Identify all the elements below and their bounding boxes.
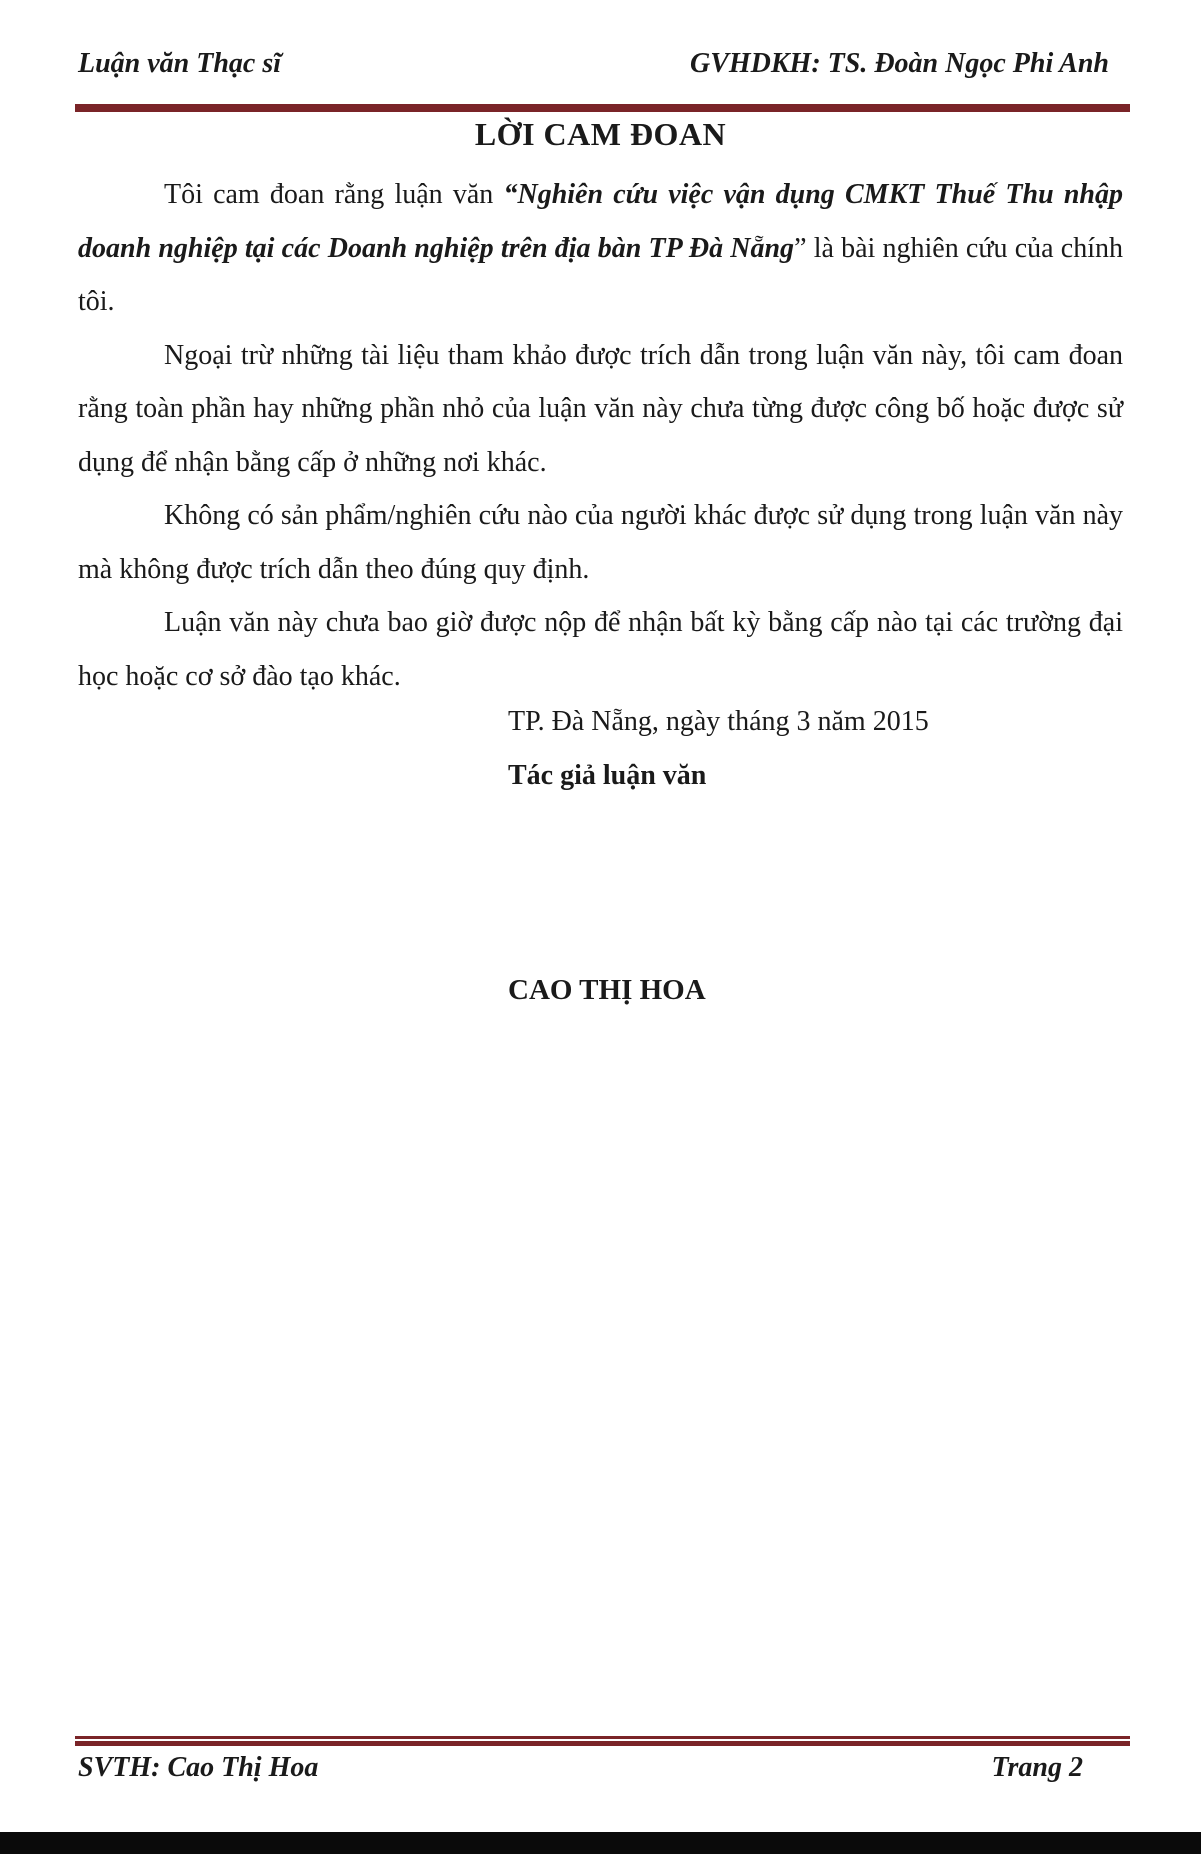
footer-rule-top: [75, 1736, 1130, 1739]
bottom-edge-bar: [0, 1832, 1201, 1854]
paragraph-2: Ngoại trừ những tài liệu tham khảo được trích dẫn trong luận văn này, tôi cam đoan rằng toàn phần hay những phần nhỏ của luận văn này chưa từng được công bố hoặc được sử dụng để nhận bằng cấp ở những nơi khác.: [78, 339, 1123, 478]
page-header: [78, 48, 1131, 88]
thesis-title: “Nghiên cứu việc vận dụng CMKT Thuế Thu nhập doanh nghiệp tại các Doanh nghiệp trên địa bàn TP Đà Nẵng: [78, 179, 1123, 264]
declaration-body: [78, 168, 1123, 703]
paragraph-3: Không có sản phẩm/nghiên cứu nào của người khác được sử dụng trong luận văn này mà không được trích dẫn theo đúng quy định.: [78, 500, 1123, 585]
page-title: LỜI CAM ĐOAN: [474, 116, 727, 152]
paragraph-1: [78, 168, 1123, 329]
header-thesis-type: Luận văn Thạc sĩ: [78, 48, 282, 79]
header-rule: [75, 104, 1130, 112]
paragraph-1-intro: Tôi cam đoan rằng luận văn: [164, 179, 504, 210]
paragraph-1-outro: ” là bài nghiên cứu của chính tôi.: [78, 232, 1123, 317]
header-advisor: GVHDKH: TS. Đoàn Ngọc Phi Anh: [689, 48, 1109, 79]
paragraph-4: Luận văn này chưa bao giờ được nộp để nhận bất kỳ bằng cấp nào tại các trường đại học hoặc cơ sở đào tạo khác.: [78, 607, 1123, 692]
footer-rule-bottom: [75, 1741, 1130, 1746]
place-date: TP. Đà Nẵng, ngày tháng 3 năm 2015: [508, 706, 929, 737]
author-label: Tác giả luận văn: [508, 760, 707, 791]
author-name: CAO THỊ HOA: [508, 974, 706, 1006]
page-footer: [78, 1752, 1131, 1792]
footer-student: SVTH: Cao Thị Hoa: [78, 1752, 319, 1783]
page-number: Trang 2: [991, 1752, 1083, 1783]
